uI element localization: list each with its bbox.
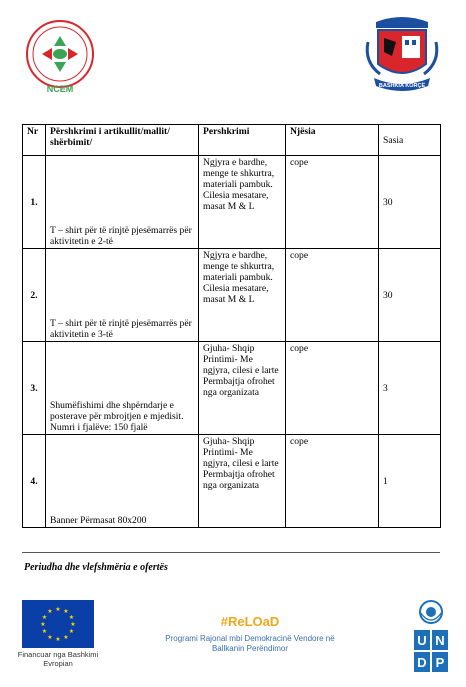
row-unit: cope <box>286 342 379 435</box>
svg-text:★: ★ <box>41 628 48 635</box>
footer-divider <box>22 552 440 553</box>
undp-logo <box>412 598 450 674</box>
offer-period-label: Periudha dhe vlefshmëria e ofertës <box>24 562 168 573</box>
svg-text:★: ★ <box>41 614 48 621</box>
row-quantity: 30 <box>379 249 441 342</box>
header-unit: Njësia <box>286 125 379 156</box>
row-number: 1. <box>23 156 46 249</box>
row-quantity: 1 <box>379 435 441 528</box>
header-nr: Nr <box>23 125 46 156</box>
svg-text:★: ★ <box>68 614 75 621</box>
row-quantity: 3 <box>379 342 441 435</box>
table-row <box>23 342 441 435</box>
table-row <box>23 249 441 342</box>
svg-text:★: ★ <box>63 634 69 641</box>
svg-text:★: ★ <box>55 636 61 643</box>
undp-letter-p: P <box>435 655 445 670</box>
row-quantity: 30 <box>379 156 441 249</box>
undp-letter-n: N <box>435 633 445 648</box>
header-item: Përshkrimi i artikullit/mallit/ shërbimit/ <box>46 125 199 156</box>
reload-subtitle: Programi Rajonal mbi Demokracinë Vendore në Ballkanin Perëndimor <box>165 634 335 653</box>
svg-text:★: ★ <box>63 608 69 615</box>
ncem-logo <box>22 18 98 94</box>
row-item: Shumëfishimi dhe shpërndarje e posterave për mbrojtjen e mjedisit. Numri i fjalëve: 150 fjalë <box>46 342 199 435</box>
svg-text:★: ★ <box>68 628 75 635</box>
city-logo-text: BASHKIA KORÇË <box>378 83 426 89</box>
row-description: Gjuha- Shqip Printimi- Me ngjyra, cilesi e larte Permbajtja ofrohet nga organizata <box>199 342 286 435</box>
svg-text:★: ★ <box>40 621 46 628</box>
row-unit: cope <box>286 249 379 342</box>
row-description: Gjuha- Shqip Printimi- Me ngjyra, cilesi e larte Permbajtja ofrohet nga organizata <box>199 435 286 528</box>
eu-funding-caption: Financuar nga Bashkimi Evropian <box>17 650 99 668</box>
table-row <box>23 435 441 528</box>
row-item: Banner Përmasat 80x200 <box>46 435 199 528</box>
svg-text:★: ★ <box>55 606 61 613</box>
header-description: Pershkrimi <box>199 125 286 156</box>
svg-text:★: ★ <box>70 621 76 628</box>
city-coat-of-arms-logo <box>362 12 442 96</box>
row-item: T – shirt për të rinjtë pjesëmarrës për aktivitetin e 2-të <box>46 156 199 249</box>
eu-flag-logo <box>22 600 94 648</box>
row-number: 4. <box>23 435 46 528</box>
undp-letter-d: D <box>417 655 427 670</box>
row-number: 3. <box>23 342 46 435</box>
header-quantity: Sasia <box>379 125 441 156</box>
row-description: Ngjyra e bardhe, menge te shkurtra, materiali pambuk. Cilesia mesatare, masat M & L <box>199 249 286 342</box>
row-unit: cope <box>286 156 379 249</box>
table-row <box>23 156 441 249</box>
table-header-row <box>23 125 441 156</box>
ncem-logo-text: NCEM <box>46 84 74 94</box>
items-table <box>22 124 441 528</box>
row-description: Ngjyra e bardhe, menge te shkurtra, materiali pambuk. Cilesia mesatare, masat M & L <box>199 156 286 249</box>
row-item: T – shirt për të rinjtë pjesëmarrës për aktivitetin e 3-të <box>46 249 199 342</box>
row-number: 2. <box>23 249 46 342</box>
reload-title: #ReLOaD <box>220 614 280 629</box>
svg-text:★: ★ <box>47 608 53 615</box>
svg-text:★: ★ <box>47 634 53 641</box>
undp-letter-u: U <box>417 633 427 648</box>
row-unit: cope <box>286 435 379 528</box>
